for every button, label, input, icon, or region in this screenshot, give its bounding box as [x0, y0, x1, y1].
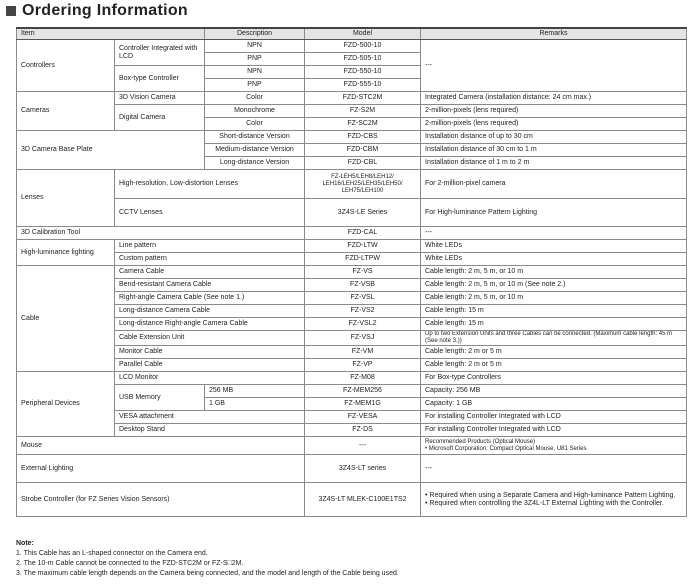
- header-model: Model: [305, 28, 421, 40]
- item-cell: Mouse: [17, 437, 305, 455]
- description-cell: Color: [205, 118, 305, 131]
- model-cell: FZ-VSL: [305, 292, 421, 305]
- table-row: [17, 346, 687, 359]
- model-cell: FZD-505-10: [305, 53, 421, 66]
- model-cell: FZ-VSJ: [305, 331, 421, 346]
- model-cell: FZ-S2M: [305, 105, 421, 118]
- description-cell: PNP: [205, 53, 305, 66]
- model-cell: FZ-VSB: [305, 279, 421, 292]
- model-cell: FZD-LTPW: [305, 253, 421, 266]
- remark-cell: For installing Controller Integrated with LCD: [421, 424, 687, 437]
- model-cell: FZ-LEH5/LEH8/LEH12/ LEH16/LEH25/LEH35/LEH50/ LEH75/LEH100: [305, 170, 421, 199]
- table-header-row: [17, 28, 687, 40]
- note-item: 3. The maximum cable length depends on the Camera being connected, and the model and length of the Cable being used.: [16, 570, 399, 577]
- model-cell: FZD-500-10: [305, 40, 421, 53]
- table-row: [17, 455, 687, 483]
- remark-cell: Installation distance of up to 30 cm: [421, 131, 687, 144]
- table-row: [17, 131, 687, 144]
- remark-cell: White LEDs: [421, 240, 687, 253]
- table-row: [17, 40, 687, 53]
- table-row: [17, 92, 687, 105]
- subitem-cell: Box-type Controller: [115, 66, 205, 92]
- remark-cell: Integrated Camera (installation distance: 24 cm max.): [421, 92, 687, 105]
- table-row: [17, 385, 687, 398]
- model-cell: FZ-VP: [305, 359, 421, 372]
- table-row: [17, 266, 687, 279]
- subitem-cell: Monitor Cable: [115, 346, 305, 359]
- model-cell: FZD-550-10: [305, 66, 421, 79]
- remark-cell: Cable length: 2 m or 5 m: [421, 346, 687, 359]
- note-item: 2. The 10-m Cable cannot be connected to the FZD-STC2M or FZ-S□2M.: [16, 560, 244, 567]
- remark-line: • Required when controlling the 3Z4L-LT External Lighting with the Controller.: [425, 499, 664, 507]
- subitem-cell: Parallel Cable: [115, 359, 305, 372]
- ordering-table: [16, 27, 687, 517]
- table-row: [17, 411, 687, 424]
- remark-cell: Cable length: 2 m or 5 m: [421, 359, 687, 372]
- subitem-cell: Desktop Stand: [115, 424, 305, 437]
- description-cell: 256 MB: [205, 385, 305, 398]
- subitem-cell: LCD Monitor: [115, 372, 305, 385]
- item-cell: High-luminance lighting: [17, 240, 115, 266]
- remark-cell: Cable length: 2 m, 5 m, or 10 m: [421, 292, 687, 305]
- remark-cell: ---: [421, 455, 687, 483]
- model-cell: FZ-VESA: [305, 411, 421, 424]
- model-cell: 3Z4S-LT series: [305, 455, 421, 483]
- item-cell: Controllers: [17, 40, 115, 92]
- model-cell: FZ-VS2: [305, 305, 421, 318]
- subitem-cell: Controller Integrated with LCD: [115, 40, 205, 66]
- model-cell: FZ-VSL2: [305, 318, 421, 331]
- remark-line: • Required when using a Separate Camera and High-luminance Pattern Lighting.: [425, 491, 676, 499]
- header-item: Item: [17, 28, 205, 40]
- remark-cell: For 2-million-pixel camera: [421, 170, 687, 199]
- notes-section: [16, 539, 399, 579]
- model-cell: FZD-STC2M: [305, 92, 421, 105]
- remark-cell: 2-million-pixels (lens required): [421, 118, 687, 131]
- item-cell: 3D Calibration Tool: [17, 227, 305, 240]
- remark-cell: ---: [421, 227, 687, 240]
- subitem-cell: Bend-resistant Camera Cable: [115, 279, 305, 292]
- description-cell: NPN: [205, 66, 305, 79]
- remark-cell: Capacity: 1 GB: [421, 398, 687, 411]
- table-row: [17, 279, 687, 292]
- remark-cell: Installation distance of 30 cm to 1 m: [421, 144, 687, 157]
- header-description: Description: [205, 28, 305, 40]
- subitem-cell: Long-distance Camera Cable: [115, 305, 305, 318]
- model-cell: FZ-VM: [305, 346, 421, 359]
- item-cell: Lenses: [17, 170, 115, 227]
- table-row: [17, 424, 687, 437]
- item-cell: Cameras: [17, 92, 115, 131]
- remark-cell: Cable length: 15 m: [421, 305, 687, 318]
- subitem-cell: Long-distance Right-angle Camera Cable: [115, 318, 305, 331]
- item-cell: 3D Camera Base Plate: [17, 131, 205, 170]
- table-row: [17, 105, 687, 118]
- model-cell: FZ-MEM1G: [305, 398, 421, 411]
- subitem-cell: High-resolution, Low-distortion Lenses: [115, 170, 305, 199]
- item-cell: Peripheral Devices: [17, 372, 115, 437]
- subitem-cell: USB Memory: [115, 385, 205, 411]
- remark-cell: 2-million-pixels (lens required): [421, 105, 687, 118]
- model-cell: FZ-DS: [305, 424, 421, 437]
- note-item: 1. This Cable has an L-shaped connector on the Camera end.: [16, 550, 208, 557]
- model-cell: FZD-CBS: [305, 131, 421, 144]
- model-cell: FZ-MEM256: [305, 385, 421, 398]
- remark-cell: ---: [421, 40, 687, 92]
- table-row: [17, 372, 687, 385]
- model-cell: FZD-555-10: [305, 79, 421, 92]
- description-cell: NPN: [205, 40, 305, 53]
- table-row: [17, 240, 687, 253]
- description-cell: Short-distance Version: [205, 131, 305, 144]
- model-cell: FZ-SC2M: [305, 118, 421, 131]
- remark-line: Recommended Products (Optical Mouse): [425, 438, 536, 445]
- table-row: [17, 483, 687, 517]
- subitem-cell: 3D Vision Camera: [115, 92, 205, 105]
- model-cell: 3Z4S-LE Series: [305, 199, 421, 227]
- description-cell: 1 GB: [205, 398, 305, 411]
- item-cell: External Lighting: [17, 455, 305, 483]
- description-cell: Color: [205, 92, 305, 105]
- subitem-cell: Right-angle Camera Cable (See note 1.): [115, 292, 305, 305]
- item-cell: Strobe Controller (for FZ Series Vision Sensors): [17, 483, 305, 517]
- remark-cell: Cable length: 2 m, 5 m, or 10 m: [421, 266, 687, 279]
- remark-cell: For High-luminance Pattern Lighting: [421, 199, 687, 227]
- remark-line: • Microsoft Corporation: Compact Optical Mouse, U81 Series: [425, 445, 587, 452]
- remark-cell: Capacity: 256 MB: [421, 385, 687, 398]
- remark-cell: Up to two Extension Units and three Cables can be connected. (Maximum cable length: 45 m (See note 3.)): [421, 331, 687, 346]
- section-title: [6, 2, 188, 20]
- description-cell: Long-distance Version: [205, 157, 305, 170]
- model-cell: FZ-M08: [305, 372, 421, 385]
- remark-cell: Cable length: 2 m, 5 m, or 10 m (See note 2.): [421, 279, 687, 292]
- description-cell: PNP: [205, 79, 305, 92]
- table-row: [17, 318, 687, 331]
- subitem-cell: Custom pattern: [115, 253, 305, 266]
- page-title: Ordering Information: [22, 2, 188, 19]
- table-row: [17, 199, 687, 227]
- table-row: [17, 359, 687, 372]
- model-cell: FZ-VS: [305, 266, 421, 279]
- subitem-cell: Line pattern: [115, 240, 305, 253]
- subitem-cell: Digital Camera: [115, 105, 205, 131]
- table-row: [17, 253, 687, 266]
- subitem-cell: CCTV Lenses: [115, 199, 305, 227]
- table-row: [17, 292, 687, 305]
- table-row: [17, 227, 687, 240]
- remark-cell: [421, 483, 687, 517]
- subitem-cell: VESA attachment: [115, 411, 305, 424]
- model-cell: FZD-CBM: [305, 144, 421, 157]
- header-remarks: Remarks: [421, 28, 687, 40]
- table-row: [17, 437, 687, 455]
- remark-cell: Installation distance of 1 m to 2 m: [421, 157, 687, 170]
- model-cell: ---: [305, 437, 421, 455]
- subitem-cell: Cable Extension Unit: [115, 331, 305, 346]
- remark-cell: For Box-type Controllers: [421, 372, 687, 385]
- description-cell: Medium-distance Version: [205, 144, 305, 157]
- model-cell: 3Z4S-LT MLEK-C100E1TS2: [305, 483, 421, 517]
- remark-cell: White LEDs: [421, 253, 687, 266]
- item-cell: Cable: [17, 266, 115, 372]
- description-cell: Monochrome: [205, 105, 305, 118]
- square-bullet-icon: [6, 6, 16, 16]
- table-row: [17, 305, 687, 318]
- notes-heading: Note:: [16, 540, 34, 547]
- subitem-cell: Camera Cable: [115, 266, 305, 279]
- table-row: [17, 170, 687, 199]
- remark-cell: Cable length: 15 m: [421, 318, 687, 331]
- model-cell: FZD-CAL: [305, 227, 421, 240]
- model-cell: FZD-CBL: [305, 157, 421, 170]
- remark-cell: [421, 437, 687, 455]
- model-cell: FZD-LTW: [305, 240, 421, 253]
- table-row: [17, 331, 687, 346]
- remark-cell: For installing Controller Integrated with LCD: [421, 411, 687, 424]
